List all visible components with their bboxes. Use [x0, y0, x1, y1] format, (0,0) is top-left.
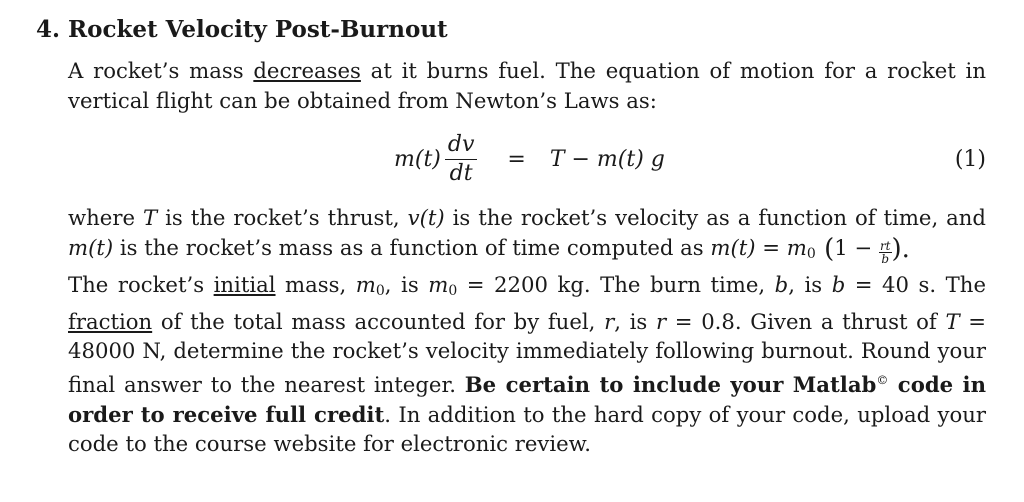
given-text-5: , is [788, 271, 832, 297]
subscript-zero-b: 0 [448, 282, 458, 299]
given-fraction: fraction [68, 308, 153, 334]
var-b-1: b [774, 271, 789, 297]
equation-body [394, 129, 665, 189]
given-text-2: mass, [275, 271, 356, 297]
problem-title: Rocket Velocity Post-Burnout [68, 16, 448, 43]
intro-decreases: decreases [253, 58, 361, 83]
intro-text-1: A rocket’s mass [68, 58, 254, 83]
problem-body [68, 56, 986, 459]
derivative-numerator: dv [445, 133, 478, 160]
where-text-4: is the rocket’s mass as a function of time computed as [113, 235, 711, 261]
var-r-1: r [604, 308, 615, 334]
given-text-4: = 2200 kg. The burn time, [457, 271, 775, 297]
given-text-1: The rocket’s [68, 271, 214, 297]
equation-equals: = [507, 146, 526, 172]
equation-1 [68, 123, 986, 197]
var-r-2: r [655, 308, 667, 334]
mass-fraction [879, 240, 892, 265]
mass-fraction-den: b [881, 252, 890, 267]
given-text-11: . In addition to the hard copy of your code, upload your code to the course website for electronic review. [68, 401, 986, 457]
var-m0-b: m [428, 271, 449, 297]
var-m-2: m(t) [710, 235, 756, 261]
given-text-3: , is [384, 271, 429, 297]
subscript-zero: 0 [806, 246, 816, 263]
given-text-6: = 40 s. The [845, 271, 986, 297]
equation-lhs: m(t) [394, 146, 441, 172]
var-b-2: b [831, 271, 846, 297]
paren-open: ( [815, 234, 835, 265]
subscript-zero-a: 0 [375, 282, 385, 299]
one-minus: 1 − [834, 235, 879, 261]
bold-instruction-2: code in order to receive full credit [68, 371, 986, 427]
given-paragraph [68, 270, 986, 459]
var-v: v(t) [407, 205, 445, 231]
copyright-symbol: © [876, 372, 889, 387]
intro-paragraph [68, 56, 986, 115]
equation-number: (1) [954, 147, 986, 173]
paren-close: ). [891, 234, 910, 265]
intro-text-2: at it burns fuel. The equation of motion for a rocket in vertical flight can be obtained from Newton’s Laws as: [68, 58, 986, 113]
where-paragraph [68, 203, 986, 269]
var-m0: m [786, 235, 807, 261]
given-text-8: , is [614, 308, 656, 334]
problem-heading [36, 14, 986, 46]
where-text-3: is the rocket’s velocity as a function of time, and [444, 205, 986, 231]
given-initial: initial [213, 271, 276, 297]
var-T: T [142, 205, 158, 231]
derivative-fraction [445, 133, 478, 186]
derivative-denominator: dt [449, 160, 473, 186]
mass-equals: = [755, 235, 787, 261]
where-text-1: where [68, 205, 143, 231]
equation-rhs: T − m(t) g [549, 146, 665, 172]
problem-4 [36, 14, 986, 459]
bold-instruction-1: Be certain to include your Matlab [464, 371, 877, 397]
given-text-10: = 48000 N, determine the rocket’s velocity immediately following burnout. Round your final answer to the nearest integer. [68, 308, 987, 397]
var-T-given: T [945, 308, 960, 334]
where-text-2: is the rocket’s thrust, [157, 205, 408, 231]
problem-number: 4. [36, 16, 61, 43]
mass-fraction-num: rt [879, 239, 891, 254]
var-m0-a: m [355, 271, 376, 297]
given-text-9: = 0.8. Given a thrust of [666, 308, 946, 334]
var-m: m(t) [68, 235, 114, 261]
given-text-7: of the total mass accounted for by fuel, [152, 308, 605, 334]
